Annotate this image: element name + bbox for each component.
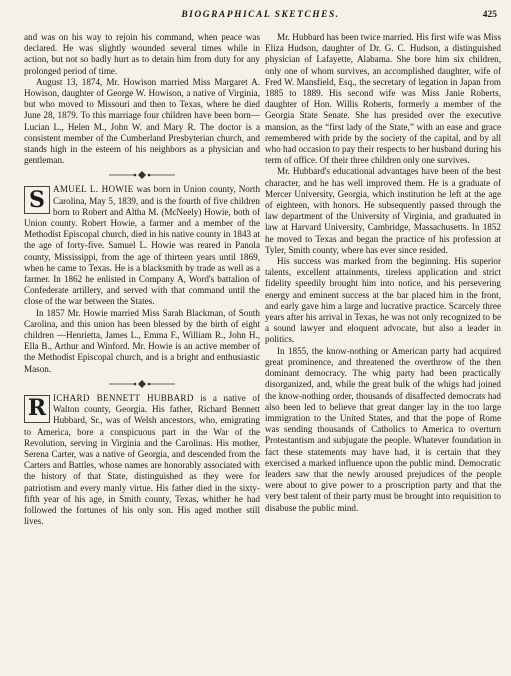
subject-name: AMUEL L. HOWIE — [53, 184, 134, 195]
subject-name: ICHARD BENNETT HUBBARD — [53, 392, 194, 403]
paragraph: August 13, 1874, Mr. Howison married Miss Margaret A. Howison, daughter of George W. Howison, a native of Virginia, but who moved to Missouri and then to Texas, where he died June 28, 1879. To this marriage four children have been born—Lucian L., Helen M., John W. and Mary R. The doctor is a consistent member of the Cumberland Presbyterian church, and stands high in the esteem of his neighbors as a physician and gentleman. — [24, 76, 260, 166]
hubbard-biography — [24, 393, 260, 527]
paragraph: His success was marked from the beginning. His superior talents, excellent attainments, tireless application and strict fidelity speedily brought him into notice, and his persevering energy and eminent success at the bar placed him in the front, and early gave him a large and lucrative practice. Scarcely three years after his arrival in Texas, he was not only recognized to be a sound lawyer and eloquent advocate, but also a leader in politics. — [265, 256, 501, 345]
paragraph-text: was born in Union county, North Carolina, May 5, 1839, and is the fourth of five children born to Robert and Altha M. (McNeely) Howie, both of Union county. Robert Howie, a farmer and a member of the Methodist Episcopal church, died in his native county in 1843 at the age of forty-five. Samuel L. Howie was reared in Panola county, Mississippi, from the age of thirteen years until 1869, when he came to Texas. He is a blacksmith by trade as well as a farmer. In 1862 he enlisted in Company A, Word's battalion of Confederate artillery, and served with that command until the close of the war between the States. — [24, 184, 261, 307]
paragraph-text: is a native of Walton county, Georgia. His father, Richard Bennett Hubbard, Sr., was of Welsh ancestors, who, emigrating to America, bore a conspicuous part in the War of the Revolution, serving in Virginia and the Carolinas. His mother, Serena Carter, was a native of Georgia, and descended from the Carters and Battles, whose names are honorably associated with the history of that State, distinguished as they were for patriotism and every manly virtue. His father died in the sixty-fifth year of his age, in Smith county, Texas, whither he had followed the fortunes of his only son. His aged mother still lives. — [24, 392, 260, 527]
page-header — [24, 10, 497, 26]
right-column — [265, 32, 501, 514]
paragraph: and was on his way to rejoin his command, when peace was declared. He was slightly wounded several times while in action, but not so badly hurt as to detain him from duty for any prolonged period of time. — [24, 32, 260, 76]
paragraph: In 1855, the know-nothing or American party had acquired great prominence, and threatened the overthrow of the then dominant democracy. The whig party had been practically disorganized, and, while the great bulk of the whigs had joined the know-nothing order, thousands of disaffected democrats had also been led to believe that great danger lay in the too large immigration to the United States, and that the pope of Rome was sending thousands of Catholics to America to overturn Protestantism and subjugate the people. Whatever foundation in fact these statements may have had, it is certain that they exercised a marked influence upon the public mind. Democratic leaders saw that the newly aroused prejudices of the people were about to give power to a proscription party and that the very best talent of their party must be brought into requisition to disabuse the public mind. — [265, 345, 501, 513]
ornamental-divider — [24, 166, 260, 184]
drop-cap: R — [24, 395, 50, 423]
ornamental-divider — [24, 375, 260, 393]
paragraph: In 1857 Mr. Howie married Miss Sarah Blackman, of South Carolina, and this union has been blessed by the birth of eight children —Henrietta, James L., Emma F., William R., John H., Ella B., Arthur and Winford. Mr. Howie is an active member of the Methodist Episcopal church, and is a bright and enthusiastic Mason. — [24, 307, 260, 374]
running-head: BIOGRAPHICAL SKETCHES. — [181, 10, 340, 20]
paragraph: Mr. Hubbard's educational advantages have been of the best character, and he has well improved them. He is a graduate of Mercer University, Georgia, which institution he left at the age of eighteen, with honors. He subsequently passed through the law department of the University of Virginia, and graduated in law at Harvard University, Cambridge, Massachusetts. In 1852 he moved to Texas and began the practice of his profession at Tyler, Smith county, where has ever since resided. — [265, 166, 501, 255]
howie-biography — [24, 184, 260, 307]
paragraph: Mr. Hubbard has been twice married. His first wife was Miss Eliza Hudson, daughter of Dr. G. C. Hudson, a distinguished physician of Lafayette, Alabama. She bore him six children, only one of whom survives, an accomplished daughter, wife of Fred W. Mansfield, Esq., the secretary of legation in Japan from 1885 to 1889. His second wife was Miss Janie Roberts, daughter of Hon. Willis Roberts, formerly a member of the Georgia State Senate. She has presided over the executive mansion, as the “first lady of the State,” with an ease and grace remembered with pride by the society of the capital, and by all who had occasion to pay their respects to her husband during his term of office. Of their three children only one survives. — [265, 32, 501, 166]
page-number: 425 — [482, 10, 497, 20]
drop-cap: S — [24, 186, 50, 214]
left-column — [24, 32, 260, 527]
